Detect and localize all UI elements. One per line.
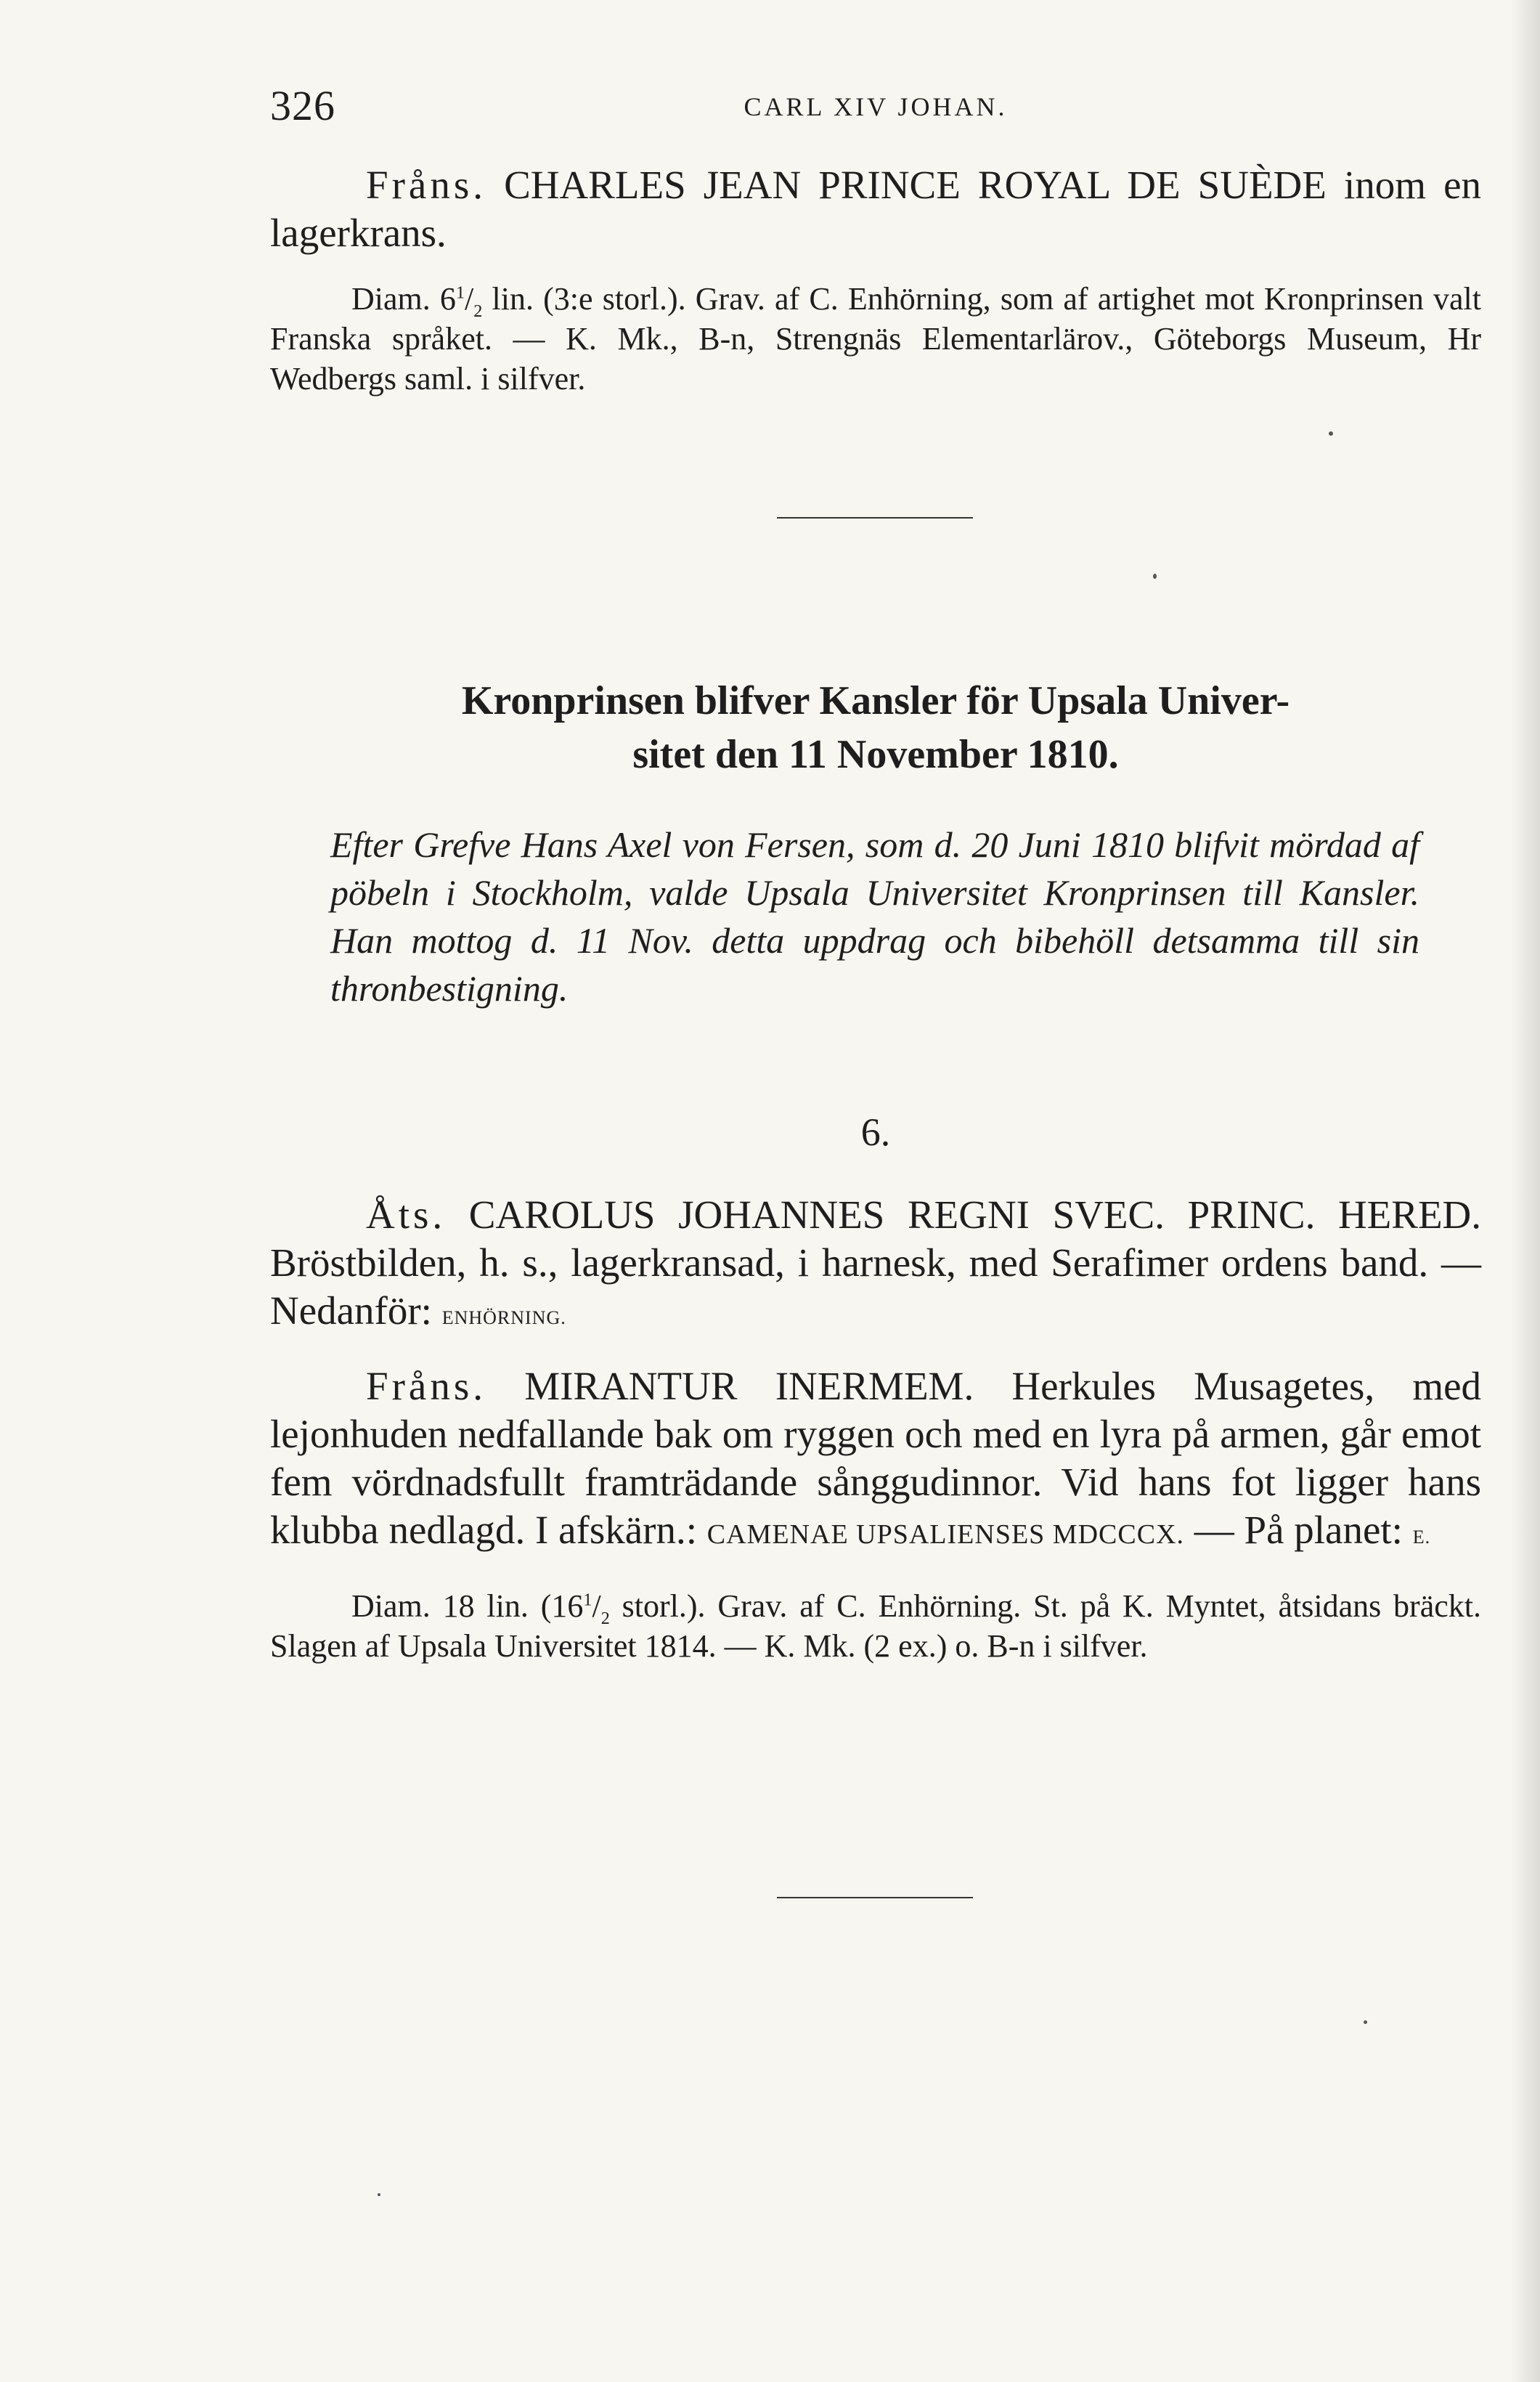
section-introduction: Efter Grefve Hans Axel von Fersen, som d. 20 Juni 1810 blifvit mördad af pöbeln i Stockholm, valde Upsala Universitet Kronprinsen till Kansler. Han mottog d. 11 Nov. detta uppdrag och bibehöll detsamma till sin thronbestigning. <box>330 824 1419 1009</box>
medal-diameter-note <box>270 1586 1481 1666</box>
running-head: CARL XIV JOHAN. <box>743 92 1008 121</box>
reverse-legend: CHARLES JEAN PRINCE ROYAL DE SUÈDE <box>504 163 1327 207</box>
scan-speck <box>1329 431 1333 436</box>
page-edge-shadow <box>1511 0 1540 2382</box>
medal-diameter-fraction-numerator: 1 <box>583 1590 592 1610</box>
scan-speck <box>1364 2020 1367 2024</box>
medal-diameter-label: Diam. 18 lin. (16 <box>351 1588 584 1624</box>
reverse-text: Herkules Musagetes, med lejonhuden nedfallande bak om ryggen och med en lyra på armen, går emot fem vördnadsfullt framträdande sånggudinnor. Vid hans fot ligger hans klubba nedlagd. I afskärn.: <box>270 1364 1482 1552</box>
scan-speck <box>1153 574 1157 579</box>
reverse-description-rest: inom en lagerkrans. <box>270 163 1481 255</box>
page-header <box>270 81 1481 132</box>
medal-entry <box>270 1191 1481 1666</box>
diameter-fraction-numerator: 1 <box>455 282 465 303</box>
planet-text: — På planet: <box>1194 1508 1403 1552</box>
obverse-legend: CAROLUS JOHANNES REGNI SVEC. PRINC. HERED. <box>468 1192 1482 1237</box>
reverse-label: Fråns. <box>366 1364 486 1408</box>
exergue-legend: CAMENAE UPSALIENSES MDCCCX. <box>706 1519 1185 1550</box>
section-divider-top <box>777 517 973 519</box>
section-heading-line-2: sitet den 11 November 1810. <box>632 732 1119 777</box>
planet-letter: E. <box>1412 1527 1431 1548</box>
reverse-description <box>270 161 1481 257</box>
obverse-label: Åts. <box>366 1192 447 1237</box>
diameter-fraction-denominator: 2 <box>473 301 483 321</box>
section-divider-bottom <box>777 1897 973 1898</box>
diameter-label: Diam. 6 <box>351 281 456 317</box>
page-number: 326 <box>270 82 335 129</box>
reverse-description <box>270 1362 1481 1561</box>
section-heading-line-1: Kronprinsen blifver Kansler för Upsala Univer- <box>461 678 1290 723</box>
previous-entry <box>270 161 1481 399</box>
obverse-description <box>270 1191 1481 1342</box>
medal-diameter-fraction-denominator: 2 <box>600 1608 610 1628</box>
medal-number: 6. <box>860 1110 891 1154</box>
reverse-legend: MIRANTUR INERMEM. <box>524 1364 974 1408</box>
reverse-label: Fråns. <box>366 163 486 207</box>
obverse-text: Bröstbilden, h. s., lagerkransad, i harnesk, med Serafimer ordens band. — Nedanför: <box>270 1240 1481 1333</box>
section-heading <box>270 674 1481 781</box>
medal-diameter-note-text: storl.). Grav. af C. Enhörning. St. på K. Myntet, åtsidans bräckt. Slagen af Upsala Universitet 1814. — K. Mk. (2 ex.) o. B-n i silfver. <box>270 1588 1481 1664</box>
scan-speck <box>378 2193 380 2196</box>
engraver-signature: ENHÖRNING. <box>441 1307 566 1328</box>
diameter-note-text: lin. (3:e storl.). Grav. af C. Enhörning, som af artighet mot Kronprinsen valt Franska språket. — K. Mk., B-n, Strengnäs Elementarlärov., Göteborgs Museum, Hr Wedbergs saml. i silfver. <box>270 281 1481 397</box>
diameter-fraction-slash: / <box>465 281 474 317</box>
diameter-note <box>270 279 1481 399</box>
medal-diameter-fraction-slash: / <box>592 1588 601 1624</box>
